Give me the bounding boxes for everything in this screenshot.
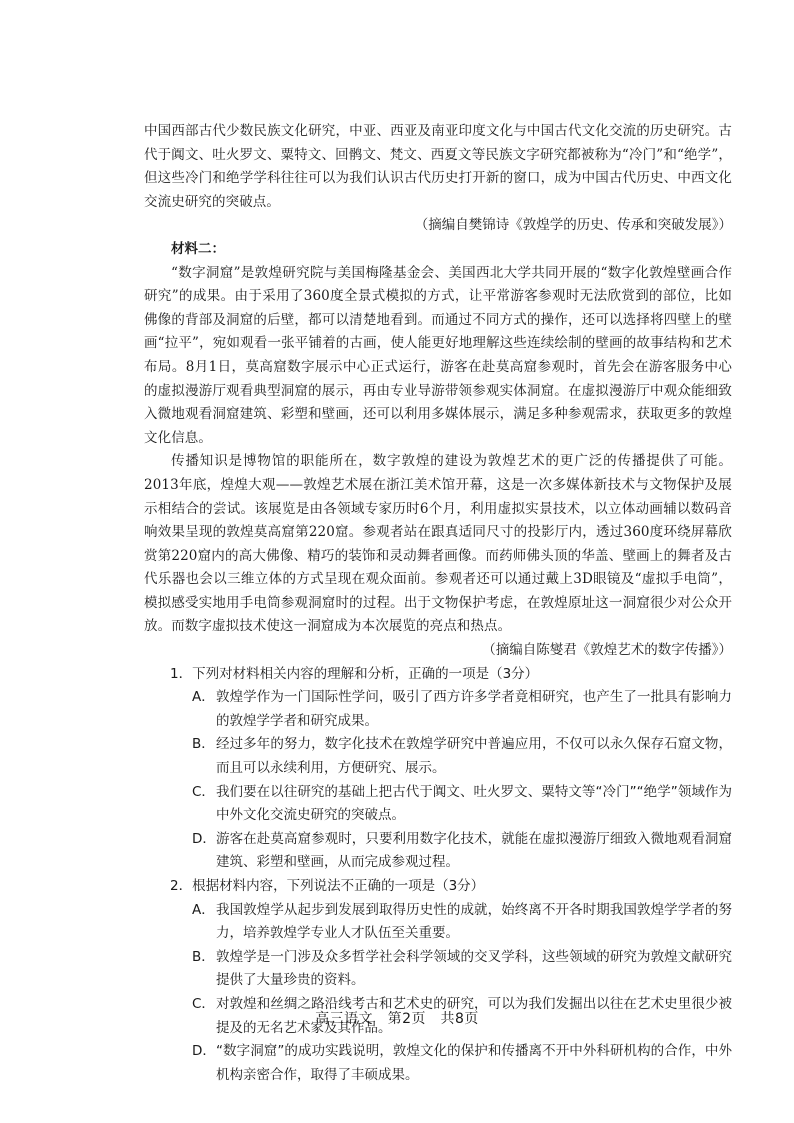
option-text: 我国敦煌学从起步到发展到取得历史性的成就，始终离不开各时期我国敦煌学学者的努力，培养敦煌学专业人才队伍至关重要。 xyxy=(216,901,732,942)
source-citation-2: （摘编自陈燮君《敦煌艺术的数字传播》） xyxy=(482,642,732,659)
option-letter: D． xyxy=(192,1043,216,1060)
option-text: 经过多年的努力，数字化技术在敦煌学研究中普遍应用，不仅可以永久保存石窟文物，而且可以永续利用，方便研究、展示。 xyxy=(216,736,732,777)
question-2-stem: 2．根据材料内容，下列说法不正确的一项是（3分） xyxy=(170,878,485,894)
option-text: 敦煌学是一门涉及众多哲学社会科学领域的交叉学科，这些领域的研究为敦煌文献研究提供了大量珍贵的资料。 xyxy=(216,948,732,989)
question-1 xyxy=(170,663,732,875)
page-footer: 高三语文 第2页 共8页 xyxy=(315,1011,479,1027)
material2-paragraph-2: 传播知识是博物馆的职能所在，数字敦煌的建设为敦煌艺术的更广泛的传播提供了可能。2013年底，煌煌大观——敦煌艺术展在浙江美术馆开幕，这是一次多媒体新技术与文物保护及展示相结合的尝试。该展览是由各领域专家历时6个月，利用虚拟实景技术，以立体动画辅以数码音响效果呈现的敦煌莫高窟第220窟。参观者站在跟真适同尺寸的投影厅内，透过360度环绕屏幕欣赏第220窟内的高大佛像、精巧的装饰和灵动舞者画像。而药师佛头顶的华盖、壁画上的舞者及古代乐器也会以三维立体的方式呈现在观众面前。参观者还可以通过戴上3D眼镜及“虚拟手电筒”，模拟感受实地用手电筒参观洞窟时的过程。出于文物保护考虑，在敦煌原址这一洞窟很少对公众开放。而数字虚拟技术使这一洞窟成为本次展览的亮点和热点。 xyxy=(144,453,732,635)
question-1-stem: 1．下列对材料相关内容的理解和分析，正确的一项是（3分） xyxy=(170,665,539,682)
option-text: 对敦煌和丝绸之路沿线考古和艺术史的研究，可以为我们发掘出以往在艺术史里很少被提及的无名艺术家及其作品。 xyxy=(216,995,732,1036)
option-text: 游客在赴莫高窟参观时，只要利用数字化技术，就能在虚拟漫游厅细致入微地观看洞窟建筑、彩塑和壁画，从而完成参观过程。 xyxy=(216,830,732,871)
option-text: 我们要在以往研究的基础上把古代于阗文、吐火罗文、粟特文等“冷门”“绝学”领域作为中外文化交流史研究的突破点。 xyxy=(216,783,732,824)
material1-section xyxy=(144,120,732,238)
option-text: 敦煌学作为一门国际性学问，吸引了西方许多学者竟相研究，也产生了一批具有影响力的敦煌学学者和研究成果。 xyxy=(216,689,732,729)
material2-title: 材料二： xyxy=(171,240,225,257)
material2-paragraph-1: “数字洞窟”是敦煌研究院与美国梅隆基金会、美国西北大学共同开展的“数字化敦煌壁画合作研究”的成果。由于采用了360度全景式模拟的方式，让平常游客参观时无法欣赏到的部位，比如佛像的背部及洞窟的后壁，都可以清楚地看到。而通过不同方式的操作，还可以选择将四壁上的壁画“拉平”，宛如观看一张平铺着的古画，使人能更好地理解这些连续绘制的壁画的故事结构和艺术布局。8月1日，莫高窟数字展示中心正式运行，游客在赴莫高窟参观时，首先会在游客服务中心的虚拟漫游厅观看典型洞窟的展示，再由专业导游带领参观实体洞窟。在虚拟漫游厅中观众能细致入微地观看洞窟建筑、彩塑和壁画，还可以利用多媒体展示，满足多种参观需求，获取更多的敦煌文化信息。 xyxy=(144,264,732,446)
question-1-option-a xyxy=(192,686,732,733)
question-2-option-d xyxy=(192,1040,732,1087)
question-2-option-b xyxy=(192,946,732,993)
option-letter: A． xyxy=(192,689,215,706)
option-letter: A． xyxy=(192,901,215,918)
option-letter: B． xyxy=(192,736,215,753)
intro-paragraph: 中国西部古代少数民族文化研究，中亚、西亚及南亚印度文化与中国古代文化交流的历史研究。古代于阗文、吐火罗文、粟特文、回鹘文、梵文、西夏文等民族文字研究都被称为“冷门”和“绝学”，但这些冷门和绝学学科往往可以为我们认识古代历史打开新的窗口，成为中国古代历史、中西文化交流史研究的突破点。 xyxy=(144,123,732,210)
question-2 xyxy=(170,875,732,1087)
option-letter: C． xyxy=(192,783,215,800)
question-1-option-b xyxy=(192,733,732,780)
option-letter: C． xyxy=(192,995,215,1012)
question-2-option-a xyxy=(192,899,732,946)
question-1-option-d xyxy=(192,828,732,875)
material2-section xyxy=(144,238,732,663)
question-1-option-c xyxy=(192,781,732,828)
option-text: “数字洞窟”的成功实践说明，敦煌文化的保护和传播离不开中外科研机构的合作，中外机构亲密合作，取得了丰硕成果。 xyxy=(216,1043,732,1083)
option-letter: D． xyxy=(192,830,216,847)
source-citation-1: （摘编自樊锦诗《敦煌学的历史、传承和突破发展》） xyxy=(414,217,732,234)
option-letter: B． xyxy=(192,948,215,965)
